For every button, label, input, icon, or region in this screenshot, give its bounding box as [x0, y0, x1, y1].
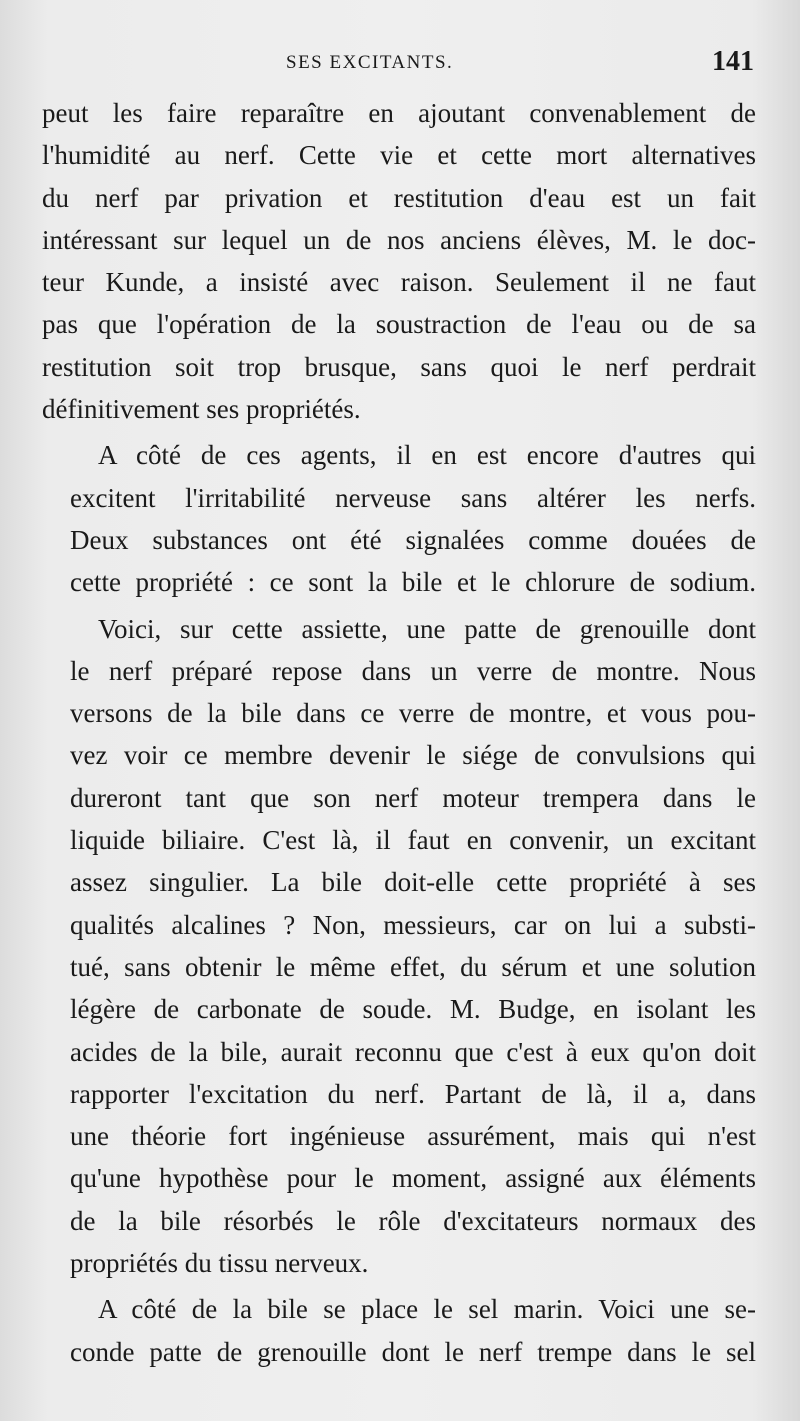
text-line: propriétés du tissu nerveux. — [70, 1248, 369, 1279]
text-line: une théorie fort ingénieuse assurément, mais qui n'est — [70, 1121, 756, 1152]
text-line: intéressant sur lequel un de nos anciens élèves, M. le doc- — [42, 224, 756, 255]
paragraph-4 — [42, 1288, 756, 1373]
text-line: cette propriété : ce sont la bile et le chlorure de sodium. — [70, 567, 756, 598]
text-line: du nerf par privation et restitution d'eau est un fait — [42, 182, 756, 213]
text-line: vez voir ce membre devenir le siége de convulsions qui — [70, 740, 756, 771]
text-line: tué, sans obtenir le même effet, du sérum et une solution — [70, 951, 756, 982]
page-number: 141 — [712, 46, 754, 77]
paragraph-1 — [42, 92, 756, 430]
text-line: restitution soit trop brusque, sans quoi le nerf perdrait — [42, 351, 756, 382]
text-line: qu'une hypothèse pour le moment, assigné aux éléments — [70, 1163, 756, 1194]
text-line: teur Kunde, a insisté avec raison. Seulement il ne faut — [42, 267, 756, 298]
text-line: A côté de la bile se place le sel marin. Voici une se- — [98, 1294, 756, 1325]
text-line: qualités alcalines ? Non, messieurs, car on lui a substi- — [70, 909, 756, 940]
text-line: dureront tant que son nerf moteur trempera dans le — [70, 782, 756, 813]
paragraph-3 — [42, 608, 756, 1285]
text-line: conde patte de grenouille dont le nerf trempe dans le sel — [70, 1336, 756, 1367]
text-line: de la bile résorbés le rôle d'excitateurs normaux des — [70, 1205, 756, 1236]
text-line: l'humidité au nerf. Cette vie et cette mort alternatives — [42, 140, 756, 171]
running-title: SES EXCITANTS. — [286, 52, 454, 73]
paragraph-2 — [42, 434, 756, 603]
text-line: versons de la bile dans ce verre de montre, et vous pou- — [70, 698, 756, 729]
text-line: A côté de ces agents, il en est encore d'autres qui — [98, 440, 756, 471]
text-line: Voici, sur cette assiette, une patte de grenouille dont — [98, 613, 756, 644]
text-line: excitent l'irritabilité nerveuse sans altérer les nerfs. — [70, 482, 756, 513]
text-line: rapporter l'excitation du nerf. Partant de là, il a, dans — [70, 1078, 756, 1109]
body-text — [42, 92, 756, 1377]
text-line: acides de la bile, aurait reconnu que c'est à eux qu'on doit — [70, 1036, 756, 1067]
text-line: Deux substances ont été signalées comme douées de — [70, 524, 756, 555]
page-header — [0, 46, 800, 80]
text-line: assez singulier. La bile doit-elle cette propriété à ses — [70, 867, 756, 898]
text-line: peut les faire reparaître en ajoutant convenablement de — [42, 98, 756, 128]
text-line: le nerf préparé repose dans un verre de montre. Nous — [70, 655, 756, 686]
text-line: liquide biliaire. C'est là, il faut en convenir, un excitant — [70, 825, 756, 856]
text-line: pas que l'opération de la soustraction de l'eau ou de sa — [42, 309, 756, 340]
text-line: légère de carbonate de soude. M. Budge, en isolant les — [70, 994, 756, 1025]
text-line: définitivement ses propriétés. — [42, 394, 361, 425]
